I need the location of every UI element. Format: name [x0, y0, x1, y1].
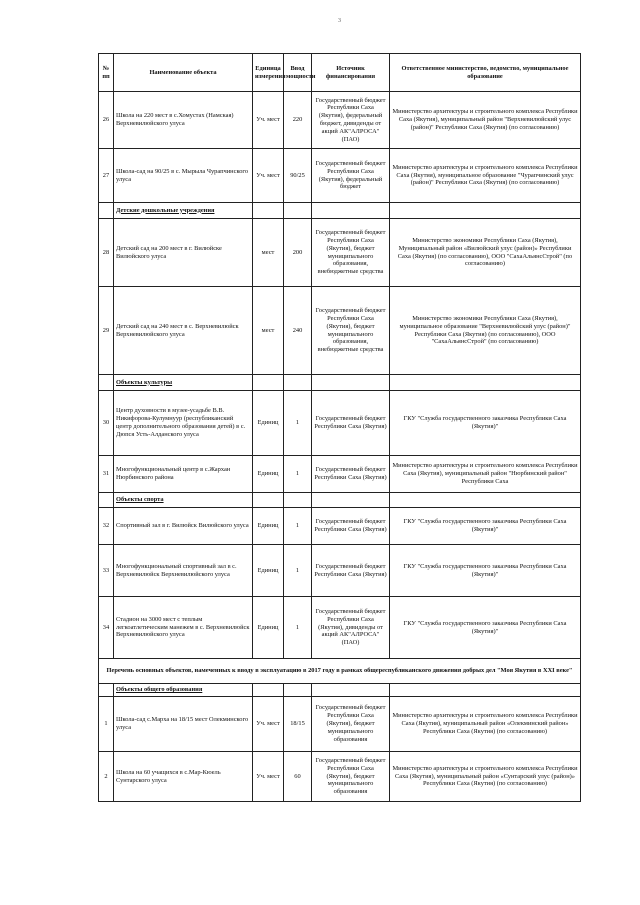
header-capacity: Ввод мощности: [284, 54, 312, 92]
capacity-value: 1: [284, 508, 312, 545]
responsible-organization: Министерство экономики Республики Саха (Якутия), муниципальное образование "Верхневилюйский улус (район)" Республики Саха (Якутия) (по согласованию), ООО "СахаАльянсСтрой" (по согласованию): [390, 287, 581, 375]
capacity-value: 1: [284, 456, 312, 493]
capacity-value: 1: [284, 597, 312, 659]
empty-cell: [390, 493, 581, 508]
section-num-cell: [99, 375, 114, 391]
empty-cell: [284, 684, 312, 697]
section-num-cell: [99, 493, 114, 508]
empty-cell: [390, 684, 581, 697]
unit-of-measure: Уч. мест: [253, 697, 284, 752]
unit-of-measure: мест: [253, 219, 284, 287]
responsible-organization: ГКУ "Служба государственного заказчика Республики Саха (Якутия)": [390, 545, 581, 597]
funding-source: Государственный бюджет Республики Саха (Якутия), бюджет муниципального образования: [312, 752, 390, 802]
row-number: 2: [99, 752, 114, 802]
section-title: Объекты спорта: [114, 493, 253, 508]
header-responsible: Ответственное министерство, ведомство, муниципальное образование: [390, 54, 581, 92]
empty-cell: [284, 203, 312, 219]
object-name: Школа на 220 мест в с.Хомустах (Намская) Верхневилюйского улуса: [114, 92, 253, 149]
unit-of-measure: Уч. мест: [253, 92, 284, 149]
responsible-organization: ГКУ "Служба государственного заказчика Республики Саха (Якутия)": [390, 597, 581, 659]
empty-cell: [390, 375, 581, 391]
row-number: 32: [99, 508, 114, 545]
row-number: 34: [99, 597, 114, 659]
empty-cell: [284, 375, 312, 391]
object-name: Стадион на 3000 мест с теплым легкоатлетическим манежем в с. Верхневилюйск Верхневилюйского улуса: [114, 597, 253, 659]
section-num-cell: [99, 684, 114, 697]
responsible-organization: Министерство экономики Республики Саха (Якутия), Муниципальный район «Вилюйский улус (район)» Республики Саха (Якутия) (по согласованию), ООО "СахаАльянсСтрой" (по согласованию): [390, 219, 581, 287]
unit-of-measure: Единиц: [253, 456, 284, 493]
page-number: 3: [338, 18, 341, 24]
funding-source: Государственный бюджет Республики Саха (Якутия), дивиденды от акций АК"АЛРОСА" (ПАО): [312, 597, 390, 659]
header-name: Наименование объекта: [114, 54, 253, 92]
funding-source: Государственный бюджет Республики Саха (Якутия), федеральный бюджет, дивиденды от акций АК"АЛРОСА" (ПАО): [312, 92, 390, 149]
funding-source: Государственный бюджет Республики Саха (Якутия): [312, 508, 390, 545]
row-number: 27: [99, 149, 114, 203]
row-number: 31: [99, 456, 114, 493]
capacity-value: 1: [284, 545, 312, 597]
responsible-organization: Министерство архитектуры и строительного комплекса Республики Саха (Якутия), муниципальный район «Олекминский район» Республики Саха (Якутия) (по согласованию): [390, 697, 581, 752]
responsible-organization: Министерство архитектуры и строительного комплекса Республики Саха (Якутия), муниципальный район "Верхневилюйский улус (район)" Республики Саха (Якутия) (по согласованию): [390, 92, 581, 149]
unit-of-measure: Уч. мест: [253, 149, 284, 203]
unit-of-measure: Единиц: [253, 545, 284, 597]
row-number: 28: [99, 219, 114, 287]
funding-source: Государственный бюджет Республики Саха (Якутия): [312, 391, 390, 456]
header-num: № пп: [99, 54, 114, 92]
capacity-value: 90/25: [284, 149, 312, 203]
table-row: [99, 545, 581, 597]
banner-row: [99, 659, 581, 684]
table-header-row: [99, 54, 581, 92]
header-source: Источник финансирования: [312, 54, 390, 92]
capacity-value: 240: [284, 287, 312, 375]
section-title: Детские дошкольные учреждения: [114, 203, 253, 219]
funding-source: Государственный бюджет Республики Саха (Якутия): [312, 545, 390, 597]
funding-source: Государственный бюджет Республики Саха (Якутия), бюджет муниципального образования, внебюджетные средства: [312, 219, 390, 287]
unit-of-measure: Единиц: [253, 508, 284, 545]
capacity-value: 1: [284, 391, 312, 456]
object-name: Школа-сад с.Марха на 18/15 мест Олекминского улуса: [114, 697, 253, 752]
section-title: Объекты общего образования: [114, 684, 253, 697]
object-name: Многофункциональный центр в с.Жархан Нюрбинского района: [114, 456, 253, 493]
empty-cell: [312, 203, 390, 219]
empty-cell: [253, 375, 284, 391]
list-banner-title: Перечень основных объектов, намеченных к вводу в эксплуатацию в 2017 году в рамках общереспубликанского движения добрых дел "Моя Якутия в XXI веке": [99, 659, 581, 684]
table-row: [99, 149, 581, 203]
responsible-organization: Министерство архитектуры и строительного комплекса Республики Саха (Якутия), муниципальный район "Нюрбинский район" Республики Саха: [390, 456, 581, 493]
table-row: [99, 219, 581, 287]
responsible-organization: Министерство архитектуры и строительного комплекса Республики Саха (Якутия), муниципальный район «Сунтарский улус (район)» Республики Саха (Якутия) (по согласованию): [390, 752, 581, 802]
unit-of-measure: Уч. мест: [253, 752, 284, 802]
empty-cell: [312, 493, 390, 508]
capacity-value: 60: [284, 752, 312, 802]
table-row: [99, 287, 581, 375]
section-num-cell: [99, 203, 114, 219]
empty-cell: [284, 493, 312, 508]
capacity-value: 200: [284, 219, 312, 287]
object-name: Школа на 60 учащихся в с.Мар-Кюель Сунтарского улуса: [114, 752, 253, 802]
row-number: 1: [99, 697, 114, 752]
section-title: Объекты культуры: [114, 375, 253, 391]
empty-cell: [312, 684, 390, 697]
table-row: [99, 391, 581, 456]
capacity-value: 18/15: [284, 697, 312, 752]
object-name: Спортивный зал в г. Вилюйск Вилюйского улуса: [114, 508, 253, 545]
table-row: [99, 597, 581, 659]
table-row: [99, 92, 581, 149]
capacity-value: 220: [284, 92, 312, 149]
empty-cell: [253, 684, 284, 697]
empty-cell: [253, 203, 284, 219]
row-number: 33: [99, 545, 114, 597]
object-name: Детский сад на 240 мест в с. Верхневилюйск Верхневилюйского улуса: [114, 287, 253, 375]
row-number: 29: [99, 287, 114, 375]
table-row: [99, 456, 581, 493]
object-name: Детский сад на 200 мест в г. Вилюйске Вилюйского улуса: [114, 219, 253, 287]
row-number: 30: [99, 391, 114, 456]
funding-source: Государственный бюджет Республики Саха (Якутия), бюджет муниципального образования: [312, 697, 390, 752]
unit-of-measure: Единиц: [253, 597, 284, 659]
empty-cell: [390, 203, 581, 219]
unit-of-measure: Единиц: [253, 391, 284, 456]
unit-of-measure: мест: [253, 287, 284, 375]
object-name: Многофункциональный спортивный зал в с. Верхневилюйск Верхневилюйского улуса: [114, 545, 253, 597]
section-row: [99, 684, 581, 697]
header-unit: Единица измерения: [253, 54, 284, 92]
table-row: [99, 752, 581, 802]
section-row: [99, 493, 581, 508]
funding-source: Государственный бюджет Республики Саха (Якутия): [312, 456, 390, 493]
responsible-organization: Министерство архитектуры и строительного комплекса Республики Саха (Якутия), муниципальное образование "Чурапчинский улус (район)" Республики Саха (Якутия) (по согласованию): [390, 149, 581, 203]
funding-source: Государственный бюджет Республики Саха (Якутия), федеральный бюджет: [312, 149, 390, 203]
section-row: [99, 203, 581, 219]
table-row: [99, 697, 581, 752]
row-number: 26: [99, 92, 114, 149]
object-name: Школа-сад на 90/25 в с. Мырыла Чурапчинского улуса: [114, 149, 253, 203]
empty-cell: [253, 493, 284, 508]
section-row: [99, 375, 581, 391]
responsible-organization: ГКУ "Служба государственного заказчика Республики Саха (Якутия)": [390, 508, 581, 545]
responsible-organization: ГКУ "Служба государственного заказчика Республики Саха (Якутия)": [390, 391, 581, 456]
objects-table: [98, 53, 581, 802]
table-row: [99, 508, 581, 545]
funding-source: Государственный бюджет Республики Саха (Якутия), бюджет муниципального образования, внебюджетные средства: [312, 287, 390, 375]
object-name: Центр духовности в музее-усадьбе В.В. Никифорова-Кулумнуур (республиканский центр дополнительного образования детей) в с. Дюпся Усть-Алданского улуса: [114, 391, 253, 456]
empty-cell: [312, 375, 390, 391]
